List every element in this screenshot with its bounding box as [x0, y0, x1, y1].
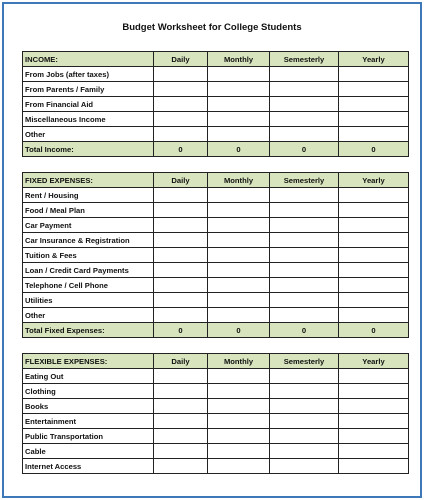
monthly-cell[interactable]: [208, 203, 270, 218]
yearly-cell[interactable]: [339, 399, 409, 414]
income-total-monthly: 0: [208, 142, 270, 157]
monthly-cell[interactable]: [208, 127, 270, 142]
monthly-cell[interactable]: [208, 399, 270, 414]
yearly-cell[interactable]: [339, 203, 409, 218]
semesterly-cell[interactable]: [270, 67, 339, 82]
yearly-cell[interactable]: [339, 459, 409, 474]
daily-cell[interactable]: [154, 233, 208, 248]
daily-cell[interactable]: [154, 112, 208, 127]
yearly-cell[interactable]: [339, 308, 409, 323]
table-row: [23, 459, 409, 474]
monthly-cell[interactable]: [208, 369, 270, 384]
daily-cell[interactable]: [154, 188, 208, 203]
table-row: [23, 429, 409, 444]
yearly-cell[interactable]: [339, 369, 409, 384]
semesterly-cell[interactable]: [270, 414, 339, 429]
semesterly-cell[interactable]: [270, 82, 339, 97]
semesterly-cell[interactable]: [270, 444, 339, 459]
daily-cell[interactable]: [154, 293, 208, 308]
semesterly-cell[interactable]: [270, 188, 339, 203]
column-monthly: Monthly: [208, 354, 270, 369]
monthly-cell[interactable]: [208, 97, 270, 112]
row-label: Cable: [23, 444, 154, 459]
semesterly-cell[interactable]: [270, 112, 339, 127]
monthly-cell[interactable]: [208, 82, 270, 97]
table-row: [23, 233, 409, 248]
semesterly-cell[interactable]: [270, 384, 339, 399]
row-label: Other: [23, 308, 154, 323]
flexible-header-row: [23, 354, 409, 369]
table-row: [23, 127, 409, 142]
fixed-expenses-table: [22, 172, 409, 338]
column-yearly: Yearly: [339, 52, 409, 67]
table-row: [23, 67, 409, 82]
daily-cell[interactable]: [154, 369, 208, 384]
semesterly-cell[interactable]: [270, 203, 339, 218]
column-monthly: Monthly: [208, 173, 270, 188]
worksheet-title: Budget Worksheet for College Students: [122, 22, 302, 33]
row-label: Public Transportation: [23, 429, 154, 444]
semesterly-cell[interactable]: [270, 127, 339, 142]
row-label: Entertainment: [23, 414, 154, 429]
daily-cell[interactable]: [154, 82, 208, 97]
yearly-cell[interactable]: [339, 82, 409, 97]
daily-cell[interactable]: [154, 218, 208, 233]
monthly-cell[interactable]: [208, 429, 270, 444]
daily-cell[interactable]: [154, 459, 208, 474]
monthly-cell[interactable]: [208, 67, 270, 82]
yearly-cell[interactable]: [339, 127, 409, 142]
fixed-total-monthly: 0: [208, 323, 270, 338]
yearly-cell[interactable]: [339, 188, 409, 203]
monthly-cell[interactable]: [208, 444, 270, 459]
monthly-cell[interactable]: [208, 308, 270, 323]
yearly-cell[interactable]: [339, 384, 409, 399]
semesterly-cell[interactable]: [270, 218, 339, 233]
daily-cell[interactable]: [154, 67, 208, 82]
income-header-row: [23, 52, 409, 67]
column-semesterly: Semesterly: [270, 354, 339, 369]
semesterly-cell[interactable]: [270, 248, 339, 263]
row-label: Utilities: [23, 293, 154, 308]
table-row: [23, 414, 409, 429]
row-label: Eating Out: [23, 369, 154, 384]
daily-cell[interactable]: [154, 278, 208, 293]
fixed-total-daily: 0: [154, 323, 208, 338]
column-yearly: Yearly: [339, 354, 409, 369]
table-row: [23, 444, 409, 459]
table-row: [23, 248, 409, 263]
row-label: From Jobs (after taxes): [23, 67, 154, 82]
row-label: Food / Meal Plan: [23, 203, 154, 218]
monthly-cell[interactable]: [208, 459, 270, 474]
income-total-label: Total Income:: [23, 142, 154, 157]
monthly-cell[interactable]: [208, 248, 270, 263]
monthly-cell[interactable]: [208, 188, 270, 203]
table-row: [23, 369, 409, 384]
table-row: [23, 203, 409, 218]
daily-cell[interactable]: [154, 203, 208, 218]
semesterly-cell[interactable]: [270, 97, 339, 112]
yearly-cell[interactable]: [339, 112, 409, 127]
daily-cell[interactable]: [154, 97, 208, 112]
row-label: Tuition & Fees: [23, 248, 154, 263]
row-label: Telephone / Cell Phone: [23, 278, 154, 293]
semesterly-cell[interactable]: [270, 308, 339, 323]
daily-cell[interactable]: [154, 444, 208, 459]
table-row: [23, 188, 409, 203]
daily-cell[interactable]: [154, 384, 208, 399]
table-row: [23, 263, 409, 278]
yearly-cell[interactable]: [339, 278, 409, 293]
monthly-cell[interactable]: [208, 384, 270, 399]
table-row: [23, 82, 409, 97]
fixed-total-row: [23, 323, 409, 338]
row-label: Internet Access: [23, 459, 154, 474]
semesterly-cell[interactable]: [270, 399, 339, 414]
monthly-cell[interactable]: [208, 293, 270, 308]
column-daily: Daily: [154, 173, 208, 188]
table-row: [23, 384, 409, 399]
income-total-row: [23, 142, 409, 157]
yearly-cell[interactable]: [339, 67, 409, 82]
income-total-yearly: 0: [339, 142, 409, 157]
daily-cell[interactable]: [154, 263, 208, 278]
yearly-cell[interactable]: [339, 293, 409, 308]
column-daily: Daily: [154, 354, 208, 369]
table-row: [23, 278, 409, 293]
row-label: Clothing: [23, 384, 154, 399]
row-label: Miscellaneous Income: [23, 112, 154, 127]
fixed-total-label: Total Fixed Expenses:: [23, 323, 154, 338]
row-label: Loan / Credit Card Payments: [23, 263, 154, 278]
daily-cell[interactable]: [154, 248, 208, 263]
yearly-cell[interactable]: [339, 218, 409, 233]
yearly-cell[interactable]: [339, 97, 409, 112]
semesterly-cell[interactable]: [270, 459, 339, 474]
monthly-cell[interactable]: [208, 218, 270, 233]
row-label: Books: [23, 399, 154, 414]
income-table: [22, 51, 409, 157]
table-row: [23, 293, 409, 308]
daily-cell[interactable]: [154, 308, 208, 323]
row-label: From Parents / Family: [23, 82, 154, 97]
semesterly-cell[interactable]: [270, 293, 339, 308]
daily-cell[interactable]: [154, 414, 208, 429]
income-total-daily: 0: [154, 142, 208, 157]
table-row: [23, 112, 409, 127]
table-row: [23, 399, 409, 414]
semesterly-cell[interactable]: [270, 369, 339, 384]
monthly-cell[interactable]: [208, 414, 270, 429]
column-semesterly: Semesterly: [270, 52, 339, 67]
row-label: From Financial Aid: [23, 97, 154, 112]
monthly-cell[interactable]: [208, 112, 270, 127]
yearly-cell[interactable]: [339, 263, 409, 278]
yearly-cell[interactable]: [339, 233, 409, 248]
semesterly-cell[interactable]: [270, 429, 339, 444]
monthly-cell[interactable]: [208, 263, 270, 278]
flexible-header: FLEXIBLE EXPENSES:: [23, 354, 154, 369]
column-yearly: Yearly: [339, 173, 409, 188]
fixed-header-row: [23, 173, 409, 188]
yearly-cell[interactable]: [339, 429, 409, 444]
column-daily: Daily: [154, 52, 208, 67]
semesterly-cell[interactable]: [270, 233, 339, 248]
table-row: [23, 308, 409, 323]
column-semesterly: Semesterly: [270, 173, 339, 188]
flexible-expenses-table: [22, 353, 409, 474]
monthly-cell[interactable]: [208, 278, 270, 293]
income-total-semesterly: 0: [270, 142, 339, 157]
semesterly-cell[interactable]: [270, 278, 339, 293]
row-label: Other: [23, 127, 154, 142]
row-label: Car Insurance & Registration: [23, 233, 154, 248]
semesterly-cell[interactable]: [270, 263, 339, 278]
document-frame: [2, 2, 422, 498]
column-monthly: Monthly: [208, 52, 270, 67]
daily-cell[interactable]: [154, 127, 208, 142]
yearly-cell[interactable]: [339, 414, 409, 429]
row-label: Rent / Housing: [23, 188, 154, 203]
table-row: [23, 218, 409, 233]
daily-cell[interactable]: [154, 429, 208, 444]
fixed-total-semesterly: 0: [270, 323, 339, 338]
fixed-header: FIXED EXPENSES:: [23, 173, 154, 188]
row-label: Car Payment: [23, 218, 154, 233]
table-row: [23, 97, 409, 112]
daily-cell[interactable]: [154, 399, 208, 414]
income-header: INCOME:: [23, 52, 154, 67]
yearly-cell[interactable]: [339, 444, 409, 459]
yearly-cell[interactable]: [339, 248, 409, 263]
monthly-cell[interactable]: [208, 233, 270, 248]
fixed-total-yearly: 0: [339, 323, 409, 338]
